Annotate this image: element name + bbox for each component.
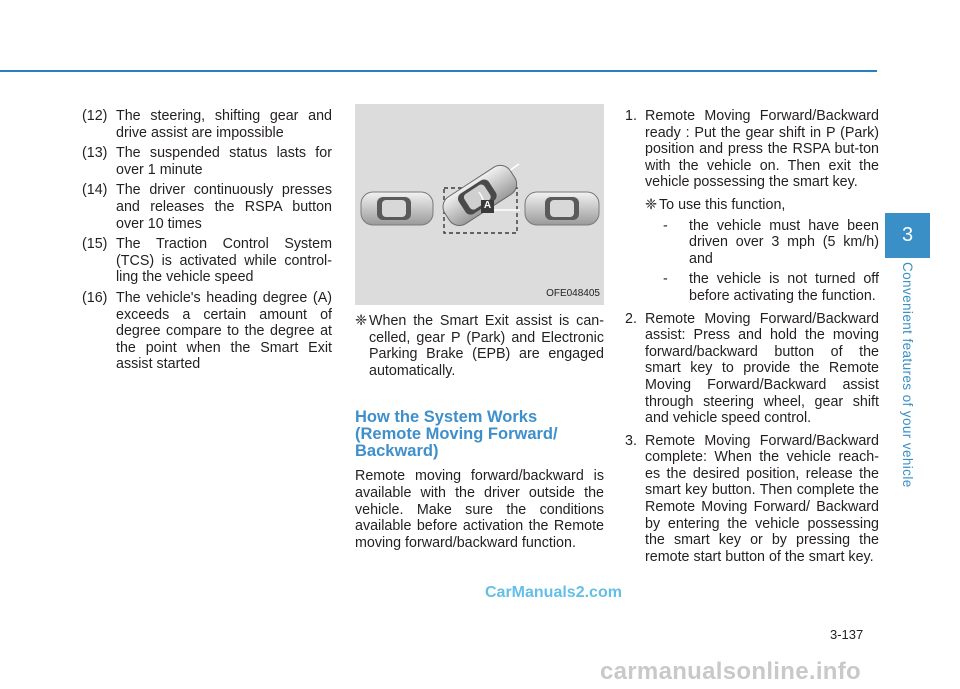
step-text: Remote Moving Forward/Backward ready : Put the gear shift in P (Park) position and press the RSPA but-ton with the vehicle on. Then exit the vehicle possessing the smart key. bbox=[645, 108, 879, 191]
condition-text: the vehicle must have been driven over 3 mph (5 km/h) and bbox=[689, 217, 879, 267]
item-text: The vehicle's heading degree (A) exceeds a certain amount of degree compare to the degree at the point when the Smart Exit assist started bbox=[116, 289, 332, 373]
note-symbol: ❈ bbox=[355, 313, 367, 329]
item-number: (12) bbox=[82, 108, 108, 124]
site-watermark[interactable]: CarManuals2.com bbox=[485, 584, 622, 601]
note-text: To use this function, bbox=[659, 196, 786, 213]
list-item bbox=[82, 236, 332, 286]
middle-column bbox=[355, 108, 604, 551]
item-text: The suspended status lasts for over 1 minute bbox=[116, 145, 332, 178]
parked-car-left bbox=[361, 192, 433, 225]
intro-paragraph: Remote moving forward/backward is available with the driver outside the vehicle. Make sure the conditions available before activation the Remote moving forward/backward function. bbox=[355, 468, 604, 551]
condition-item bbox=[659, 218, 879, 268]
list-item bbox=[82, 108, 332, 141]
step-text: Remote Moving Forward/Backward assist: Press and hold the moving forward/backward button of the smart key to provide the Remote Moving Forward/Backward assist through steering wheel, gear shift and vehicle speed control. bbox=[645, 310, 879, 427]
step-item bbox=[625, 433, 879, 566]
chapter-number-tab: 3 bbox=[885, 213, 930, 258]
parking-cars-graphic bbox=[355, 104, 604, 305]
parked-car-right bbox=[525, 192, 599, 225]
item-number: (14) bbox=[82, 182, 108, 199]
figure-code: OFE048405 bbox=[546, 288, 600, 300]
item-text: The Traction Control System (TCS) is activated while control-ling the vehicle speed bbox=[116, 236, 332, 286]
item-text: The driver continuously presses and releases the RSPA button over 10 times bbox=[116, 182, 332, 232]
list-item bbox=[82, 145, 332, 178]
condition-text: the vehicle is not turned off before activating the function. bbox=[689, 271, 879, 304]
cancel-note bbox=[355, 313, 604, 379]
page-number: 3-137 bbox=[830, 627, 864, 642]
note-symbol: ❈ bbox=[645, 196, 657, 213]
item-text: The steering, shifting gear and drive assist are impossible bbox=[116, 108, 332, 141]
step-text: Remote Moving Forward/Backward complete: When the vehicle reach-es the desired position, release the smart key button. Then complete the Remote Moving Forward/ Backward by entering the vehicle possessing the smart key or by pressing the remote start button of the smart key. bbox=[645, 432, 879, 565]
dash-marker: - bbox=[663, 217, 668, 234]
dash-marker: - bbox=[663, 271, 668, 288]
item-number: (13) bbox=[82, 145, 108, 162]
note-text: When the Smart Exit assist is can-celled, gear P (Park) and Electronic Parking Brake (EPB) are engaged automatically. bbox=[369, 313, 604, 379]
right-column bbox=[625, 108, 879, 571]
list-item bbox=[82, 182, 332, 232]
angle-label-badge: A bbox=[481, 200, 494, 213]
item-number: (16) bbox=[82, 289, 108, 306]
step-number: 2. bbox=[625, 310, 637, 327]
left-column bbox=[82, 108, 332, 377]
heading-line: How the System Works bbox=[355, 408, 538, 427]
footer-watermark[interactable]: carmanualsonline.info bbox=[600, 658, 862, 685]
heading-line: (Remote Moving Forward/ bbox=[355, 425, 558, 444]
list-item bbox=[82, 290, 332, 373]
usage-note bbox=[645, 197, 879, 214]
step-item bbox=[625, 311, 879, 427]
smart-exit-illustration bbox=[355, 104, 604, 305]
exiting-car bbox=[438, 161, 521, 230]
item-number: (15) bbox=[82, 236, 108, 253]
condition-item bbox=[659, 271, 879, 304]
heading-line: Backward) bbox=[355, 442, 439, 461]
header-rule bbox=[0, 70, 877, 72]
step-number: 1. bbox=[625, 108, 637, 124]
step-number: 3. bbox=[625, 432, 637, 449]
step-item bbox=[625, 108, 879, 305]
chapter-title-text: Convenient features of your vehicle bbox=[900, 262, 915, 488]
section-heading bbox=[355, 409, 604, 460]
